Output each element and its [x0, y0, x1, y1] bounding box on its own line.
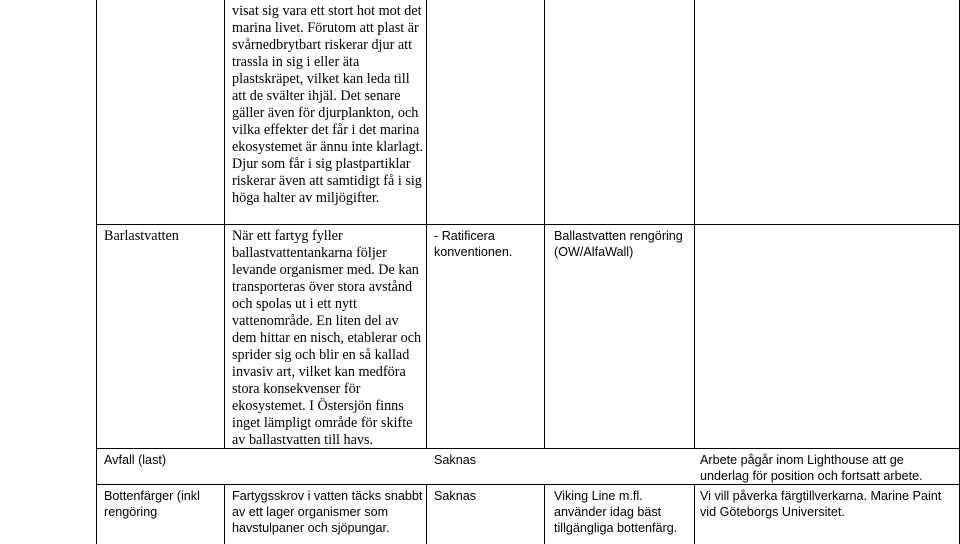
- row-divider-1: [96, 224, 960, 225]
- avfall-label: Avfall (last): [104, 453, 167, 467]
- barlastvatten-company-action: Ballastvatten rengöring (OW/AlfaWall): [554, 229, 683, 259]
- barlastvatten-description: När ett fartyg fyller ballastvattentankarna följer levande organismer med. De kan transporteras över stora avstånd och spolas ut i ett nytt vattenområde. En liten del av dem hittar en nisch, etablerar och sprider sig och blir en så kallad invasiv art, vilket kan medföra stora konsekvenser för ekosystemet. I Östersjön finns inget lämpligt område för skifte av ballastvatten till havs.: [232, 228, 422, 448]
- table-border-left: [96, 0, 97, 544]
- top-description: visat sig vara ett stort hot mot det marina livet. Förutom att plast är svårnedbrytbart riskerar djur att trassla in sig i eller äta plastskräpet, vilket kan leda till att de svälter ihjäl. Det senare gäller även för djurplankton, och vilka effekter det får i det marina ekosystemet är ännu inte klarlagt. Djur som får i sig plastpartiklar riskerar även att samtidigt få i sig höga halter av miljögifter.: [232, 3, 424, 206]
- column-divider-7: [544, 484, 545, 544]
- barlastvatten-measure: - Ratificera konventionen.: [434, 229, 513, 259]
- bottenfarger-label: Bottenfärger (inkl rengöring: [104, 489, 200, 519]
- bottenfarger-description: Fartygsskrov i vatten täcks snabbt av ett lager organismer som havstulpaner och sjöpungar.: [232, 489, 423, 535]
- bottenfarger-measure: Saknas: [434, 489, 477, 503]
- column-divider-6: [426, 484, 427, 544]
- row-divider-3: [96, 484, 960, 485]
- avfall-measure: Saknas: [434, 453, 477, 467]
- column-divider-8: [694, 484, 695, 544]
- barlastvatten-label: Barlastvatten: [104, 228, 179, 244]
- row-divider-2: [96, 448, 960, 449]
- column-divider-5: [224, 484, 225, 544]
- bottenfarger-comment: Vi vill påverka färgtillverkarna. Marine Paint vid Göteborgs Universitet.: [700, 489, 942, 519]
- avfall-comment: Arbete pågår inom Lighthouse att ge underlag för position och fortsatt arbete.: [700, 453, 923, 483]
- bottenfarger-company-action: Viking Line m.fl. använder idag bäst tillgängliga bottenfärg.: [554, 489, 678, 535]
